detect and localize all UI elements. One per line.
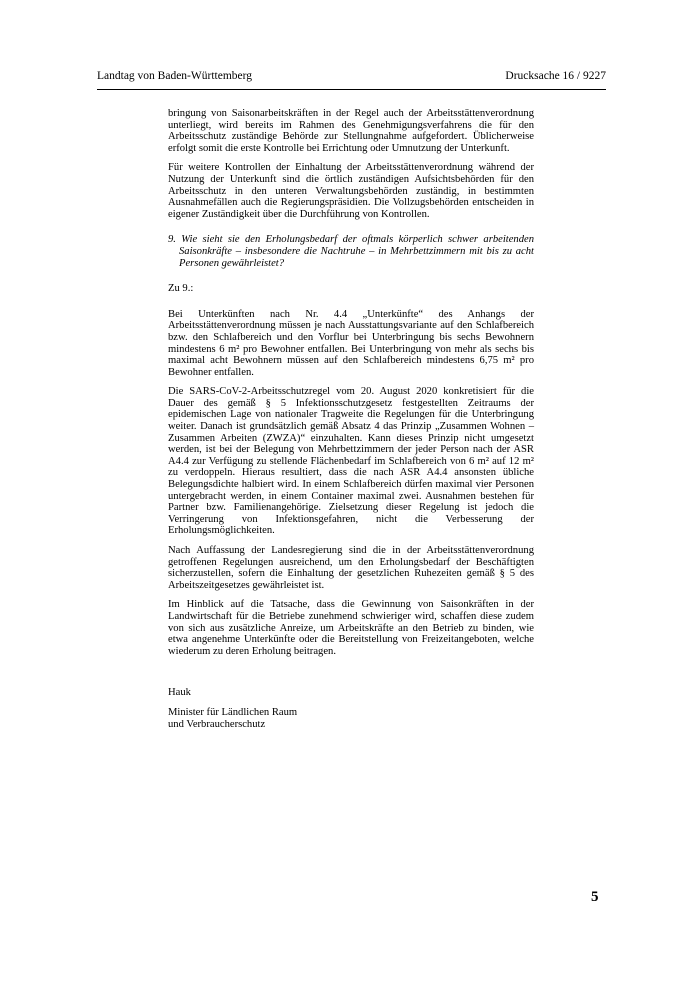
answer-paragraph: Nach Auffassung der Landesregierung sind die in der Arbeitsstättenverordnung getroffenen Regelungen ausreichend, um den Erholungsbedarf der Beschäftigten sicherzustellen, sofern die Einhaltung der gesetzlichen Ruhezeiten gemäß § 5 des Arbeitszeitgesetzes gewährleistet ist.	[168, 545, 534, 591]
signature-name: Hauk	[168, 687, 191, 699]
question-9: 9. Wie sieht sie den Erholungsbedarf der oftmals körperlich schwer arbeitenden Saisonkräfte – insbesondere die Nachtruhe – in Mehrbettzimmern mit bis zu acht Personen gewährleistet?	[168, 234, 534, 269]
page-header	[97, 70, 606, 88]
document-body	[168, 108, 534, 730]
header-document-number: Drucksache 16 / 9227	[505, 70, 606, 82]
header-divider	[97, 89, 606, 90]
signature-title-line-1: Minister für Ländlichen Raum	[168, 706, 298, 718]
body-paragraph: bringung von Saisonarbeitskräften in der Regel auch der Arbeitsstättenverordnung unterliegt, wird bereits im Rahmen des Genehmigungsverfahrens die für den Arbeitsschutz zuständige Behörde zur Stellungnahme aufgefordert. Üblicherweise erfolgt somit die erste Kontrolle bei Errichtung oder Umnutzung der Unterkunft.	[168, 108, 534, 154]
answer-paragraph: Bei Unterkünften nach Nr. 4.4 „Unterkünfte“ des Anhangs der Arbeitsstättenverordnung müssen je nach Ausstattungsvariante auf den Schlafbereich bzw. den Schlafbereich und den Vorflur bei Unterbringung bis sechs Bewohnern mindestens 6 m² pro Bewohner entfallen. Bei Unterbringung von mehr als sechs bis maximal acht Bewohnern müssen auf den Schlafbereich mindestens 6,75 m² pro Bewohner entfallen.	[168, 308, 534, 378]
page-number: 5	[591, 889, 599, 905]
header-parliament-name: Landtag von Baden-Württemberg	[97, 70, 252, 82]
answer-paragraph: Die SARS-CoV-2-Arbeitsschutzregel vom 20. August 2020 konkretisiert für die Dauer des gemäß § 5 Infektionsschutzgesetz festgestellten Zeitraums der epidemischen Lage von nationaler Tragweite die Regelungen für die Unterbringung weiter. Danach ist grundsätzlich gemäß Absatz 4 das Prinzip „Zusammen Wohnen – Zusammen Arbeiten (ZWZA)“ einzuhalten. Kann dieses Prinzip nicht umgesetzt werden, ist bei der Belegung von Mehrbettzimmern der jeder Person nach der ASR A4.4 zur Verfügung zu stellende Flächenbedarf im Schlafbereich von 6 m² auf 12 m² zu verdoppeln. Hieraus resultiert, dass die nach ASR A4.4 ansonsten übliche Belegungsdichte halbiert wird. In einem Schlafbereich dürfen maximal vier Personen untergebracht werden, in einem Container maximal zwei. Ausnahmen bestehen für Partner bzw. Familienangehörige. Zielsetzung dieser Regelung ist jedoch die Verringerung von Infektionsgefahren, nicht die Verbesserung der Erholungsmöglichkeiten.	[168, 386, 534, 537]
answer-label: Zu 9.:	[168, 283, 194, 295]
signature-title-line-2: und Verbraucherschutz	[168, 718, 266, 730]
body-paragraph: Für weitere Kontrollen der Einhaltung der Arbeitsstättenverordnung während der Nutzung der Unterkunft sind die örtlich zuständigen Aufsichtsbehörden für den Arbeitsschutz in den unteren Verwaltungsbehörden zuständig, in bestimmten Ausnahmefällen auch die Regierungspräsidien. Die Vollzugsbehörden entscheiden in eigener Zuständigkeit über die Durchführung von Kontrollen.	[168, 162, 534, 220]
answer-paragraph: Im Hinblick auf die Tatsache, dass die Gewinnung von Saisonkräften in der Landwirtschaft für die Betriebe zunehmend schwieriger wird, schaffen diese zudem von sich aus zusätzliche Anreize, um Arbeitskräfte an den Betrieb zu binden, wie etwa angenehme Unterkünfte oder die Bereitstellung von Freizeitangeboten, welche wiederum zu deren Erholung beitragen.	[168, 599, 534, 657]
